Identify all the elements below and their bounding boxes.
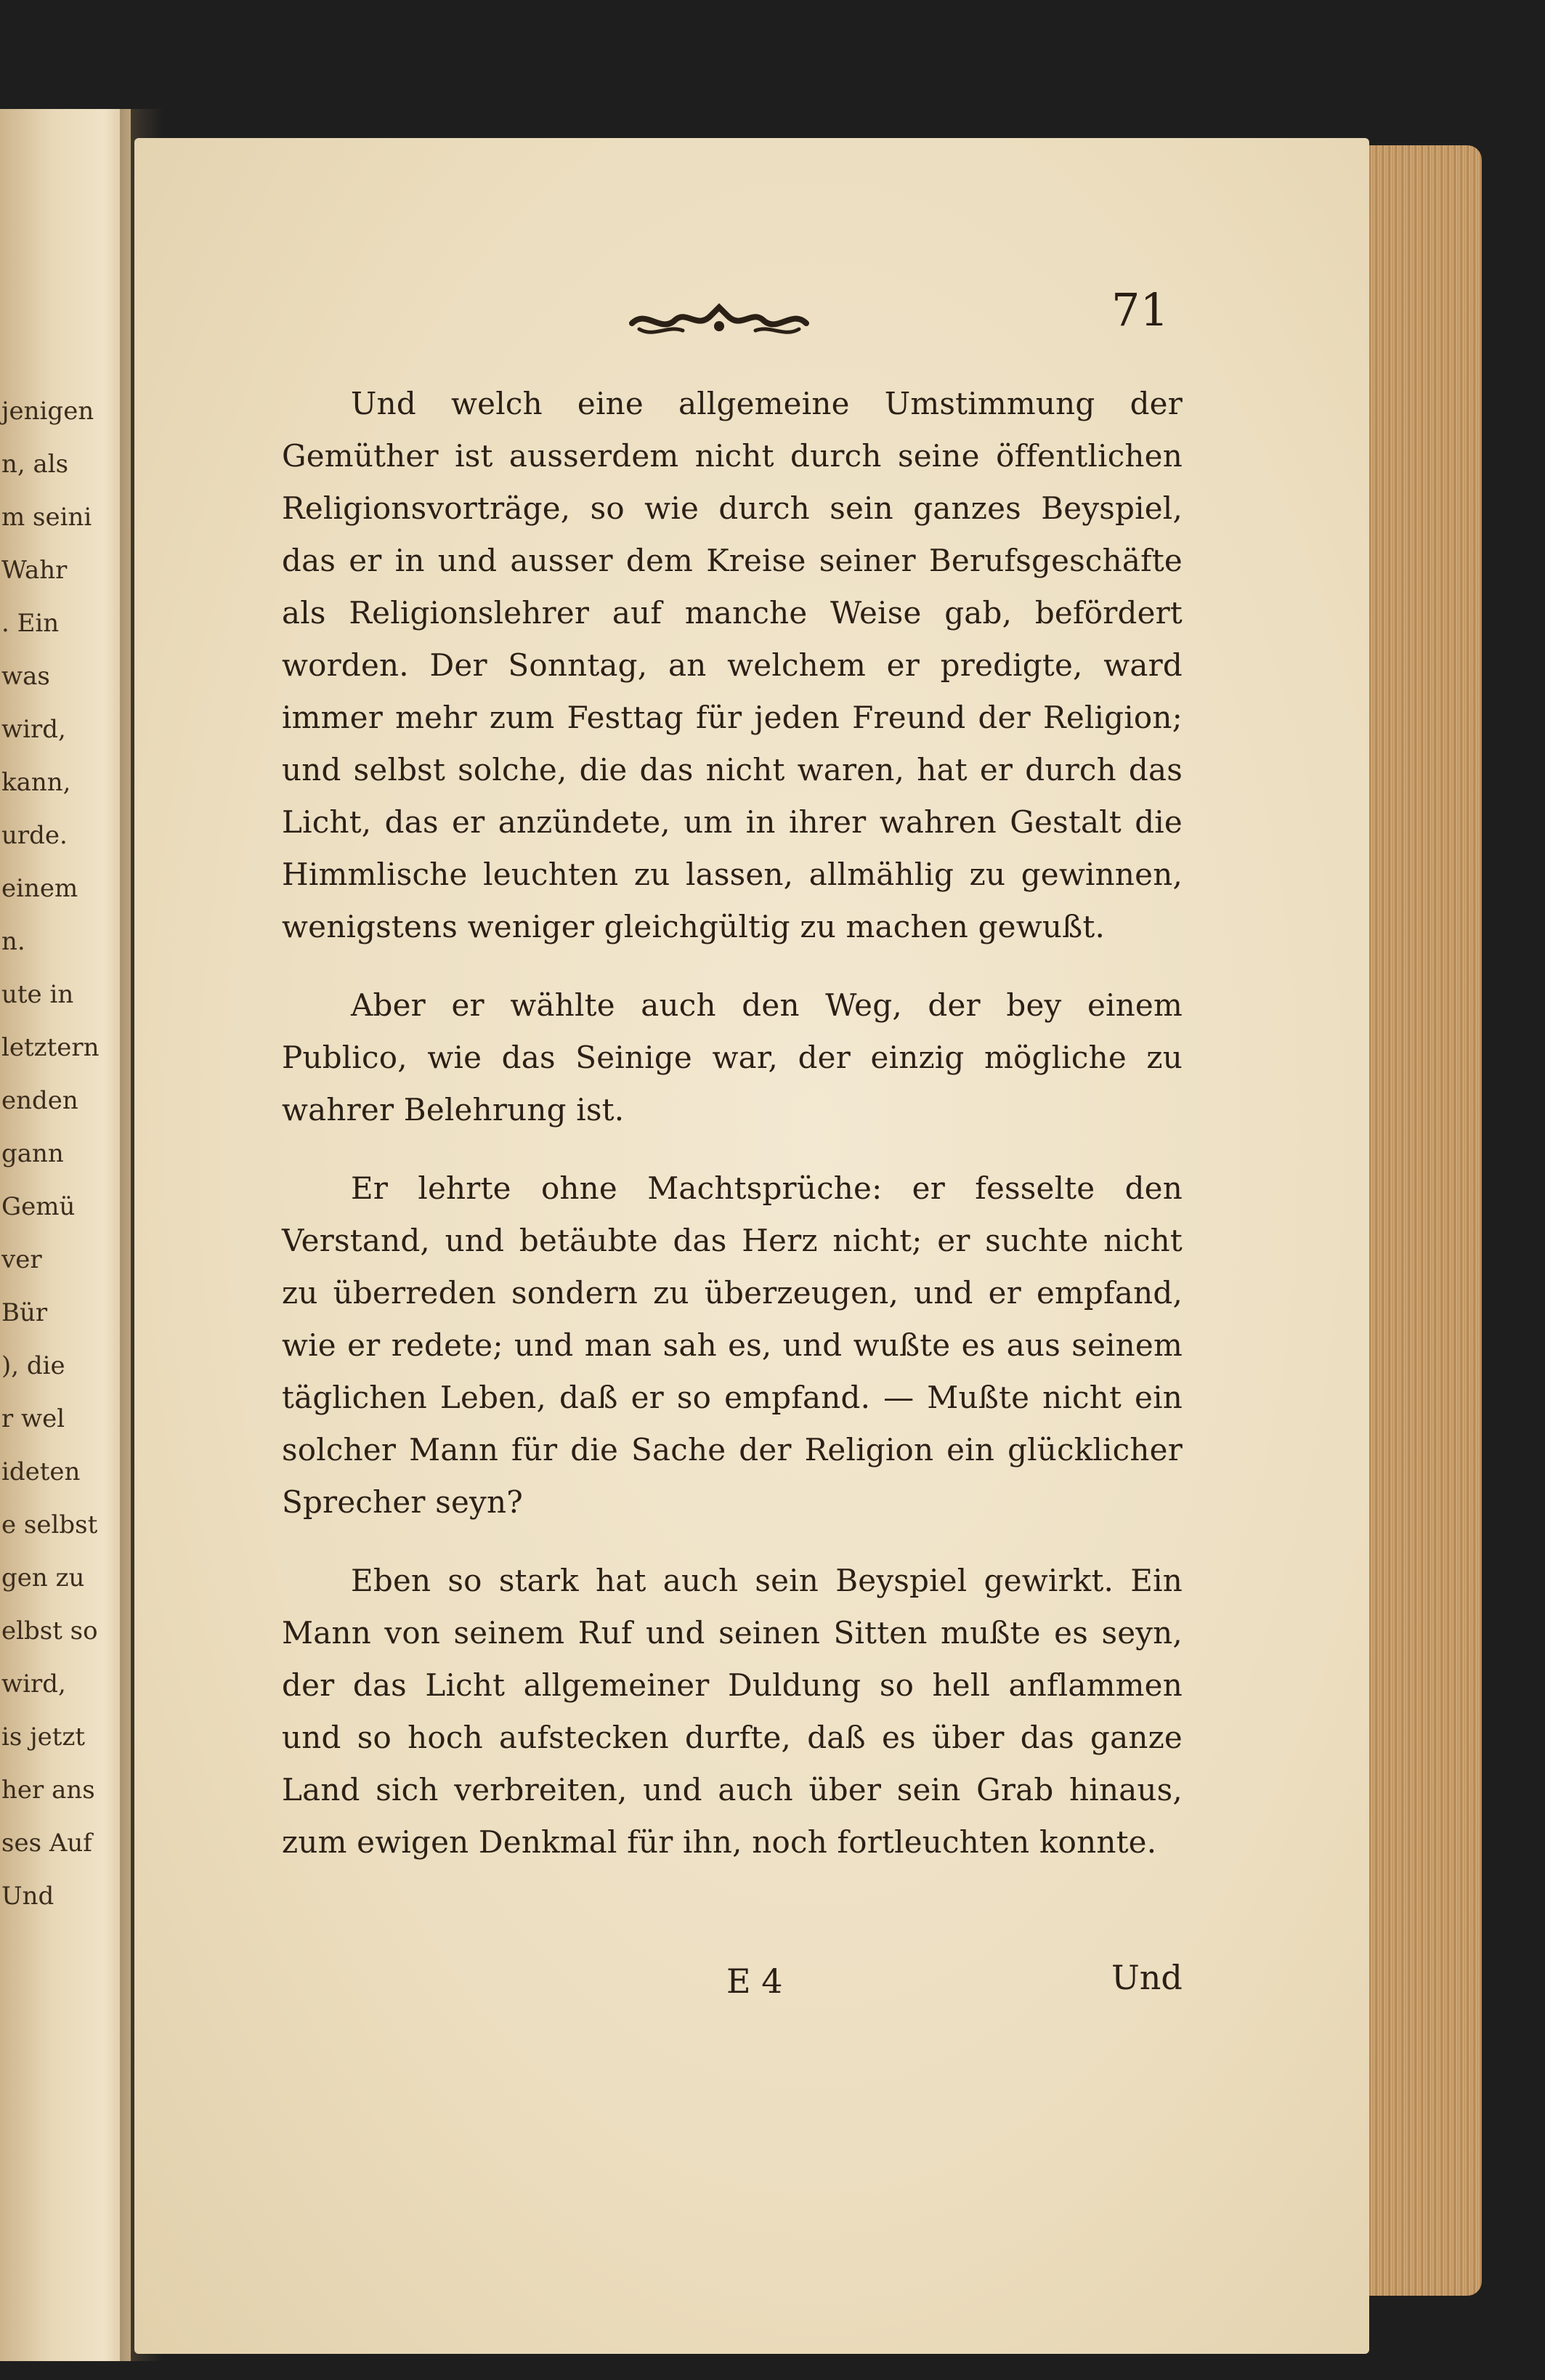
- previous-page-line: jenigen: [1, 397, 94, 426]
- previous-page-line: enden: [1, 1086, 78, 1115]
- previous-page-line: wird,: [1, 715, 66, 744]
- previous-page-line: wird,: [1, 1669, 66, 1699]
- previous-page: [0, 109, 131, 2361]
- previous-page-line: letztern: [1, 1033, 100, 1062]
- previous-page-line: ideten: [1, 1457, 81, 1486]
- signature-mark: E 4: [726, 1962, 783, 2001]
- previous-page-line: Gemü: [1, 1192, 76, 1221]
- previous-page-line: Und: [1, 1882, 54, 1911]
- paragraph: Aber er wählte auch den Weg, der bey einem Publico, wie das Seinige war, der einzig mögliche zu wahrer Belehrung ist.: [282, 987, 1183, 1128]
- previous-page-line: kann,: [1, 768, 71, 797]
- previous-page-line: . Ein: [1, 609, 60, 638]
- body-text: [282, 378, 1183, 1895]
- previous-page-line: ver: [1, 1245, 42, 1274]
- previous-page-line: m seini: [1, 503, 92, 532]
- previous-page-line: Bür: [1, 1298, 48, 1327]
- previous-page-line: Wahr: [1, 556, 68, 585]
- book-fore-edge: [1366, 145, 1482, 2296]
- paragraph: Er lehrte ohne Machtsprüche: er fesselte den Verstand, und betäubte das Herz nicht; er suchte nicht zu überreden sondern zu überzeugen, und er empfand, wie er redete; und man sah es, und wußte es aus seinem täglichen Leben, daß er so empfand. — Mußte nicht ein solcher Mann für die Sache der Religion ein glücklicher Sprecher seyn?: [282, 1170, 1183, 1520]
- previous-page-line: n, als: [1, 450, 69, 479]
- catchword: Und: [1111, 1958, 1183, 1997]
- previous-page-text: [1, 385, 118, 1923]
- previous-page-line: her ans: [1, 1776, 95, 1805]
- headpiece-ornament-icon: [625, 294, 814, 345]
- previous-page-line: gann: [1, 1139, 64, 1168]
- previous-page-line: was: [1, 662, 50, 691]
- previous-page-line: gen zu: [1, 1563, 85, 1592]
- previous-page-line: ute in: [1, 980, 74, 1009]
- previous-page-line: einem: [1, 874, 78, 903]
- previous-page-line: elbst so: [1, 1616, 98, 1646]
- paragraph: Und welch eine allgemeine Umstimmung der Gemüther ist ausserdem nicht durch seine öffentlichen Religionsvorträge, so wie durch sein ganzes Beyspiel, das er in und ausser dem Kreise seiner Berufsgeschäfte als Religionslehrer auf manche Weise gab, befördert worden. Der Sonntag, an welchem er predigte, ward immer mehr zum Festtag für jeden Freund der Religion; und selbst solche, die das nicht waren, hat er durch das Licht, das er anzündete, um in ihrer wahren Gestalt die Himmlische leuchten zu lassen, allmählig zu gewinnen, wenigstens weniger gleichgültig zu machen gewußt.: [282, 386, 1183, 944]
- previous-page-line: urde.: [1, 821, 68, 850]
- paragraph: Eben so stark hat auch sein Beyspiel gewirkt. Ein Mann von seinem Ruf und seinen Sitten mußte es seyn, der das Licht allgemeiner Duldung so hell anflammen und so hoch aufstecken durfte, daß es über das ganze Land sich verbreiten, und auch über sein Grab hinaus, zum ewigen Denkmal für ihn, noch fortleuchten konnte.: [282, 1563, 1183, 1860]
- previous-page-line: ses Auf: [1, 1829, 92, 1858]
- previous-page-line: r wel: [1, 1404, 65, 1433]
- page-number: 71: [1111, 283, 1169, 336]
- previous-page-line: ), die: [1, 1351, 65, 1380]
- previous-page-line: e selbst: [1, 1510, 98, 1539]
- previous-page-line: n.: [1, 927, 25, 956]
- previous-page-line: is jetzt: [1, 1723, 86, 1752]
